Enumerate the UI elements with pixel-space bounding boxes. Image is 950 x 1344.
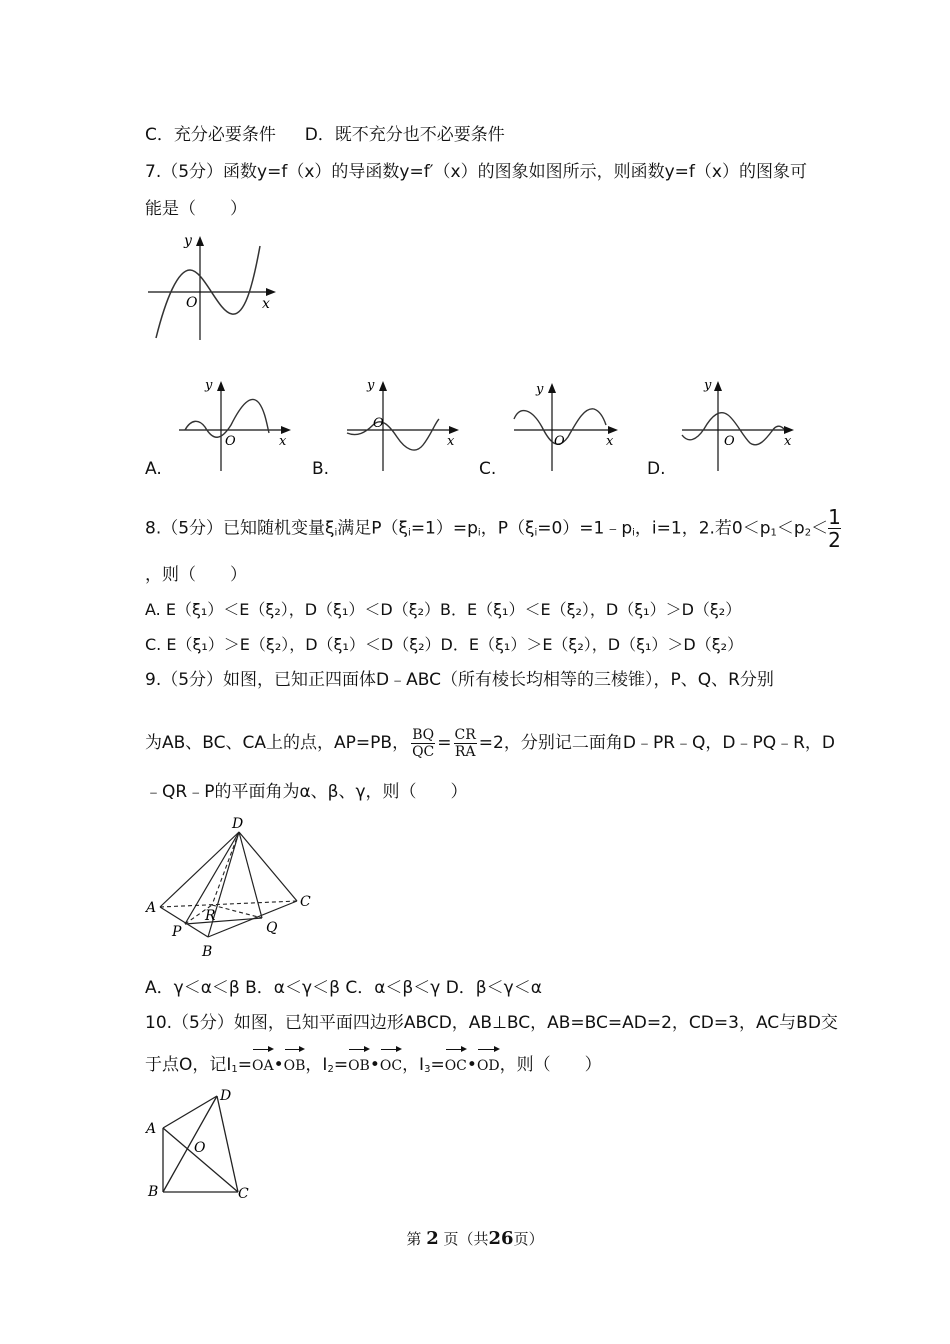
q9-f1-num: BQ: [412, 726, 435, 743]
q9-stem-line3: ﹣QR﹣P的平面角为α、β、γ，则（ ）: [145, 782, 468, 802]
q9-text-b: =2，分别记二面角D﹣PR﹣Q，D﹣PQ﹣R，D: [478, 733, 836, 753]
footer-pre: 第: [406, 1230, 422, 1248]
q8-text-7: ＜p: [776, 518, 805, 539]
q7-stem-line2: 能是（ ）: [145, 199, 247, 219]
q9-fraction-cr-ra: [454, 727, 477, 760]
q8-options-cd: C. E（ξ₁）＞E（ξ₂），D（ξ₁）＜D（ξ₂）D．E（ξ₁）＞E（ξ₂），D（ξ₁）＞D（ξ₂）: [145, 635, 744, 654]
q8-sub-1: 1: [770, 527, 777, 539]
q10-vector-od: OD: [477, 1046, 500, 1080]
q7-stem-line1: 7.（5分）函数y=f（x）的导函数y=f′（x）的图象如图所示，则函数y=f（x）的图象可: [145, 162, 807, 182]
footer-post: 页）: [513, 1230, 544, 1248]
footer-total-pages: 26: [488, 1228, 514, 1249]
q10-stem-line1: 10.（5分）如图，已知平面四边形ABCD，AB⊥BC，AB=BC=AD=2，CD=3，AC与BD交: [145, 1013, 838, 1033]
q10-label-c: C: [238, 1186, 249, 1202]
q7-option-b-label: B.: [312, 459, 330, 479]
q6-options-line: [145, 124, 505, 146]
q8-stem-line2: ，则（ ）: [145, 565, 247, 585]
q10-vector-oc-2: OC: [445, 1046, 467, 1080]
q9-f1-den: QC: [412, 743, 435, 760]
q9-label-r: R: [205, 908, 216, 924]
q7-origin-label: O: [186, 295, 198, 311]
q10-dot-2: •: [369, 1055, 380, 1075]
q8-sub-i-5: i: [632, 527, 635, 539]
q8-sub-i-3: i: [477, 527, 481, 539]
q8-text-8: ＜: [811, 518, 829, 539]
q7d-origin: O: [724, 434, 735, 449]
q10-eq-1: =: [237, 1055, 253, 1075]
q7c-x-label: x: [606, 434, 614, 449]
q8-fraction-half: [828, 506, 841, 551]
q7d-y-label: y: [704, 378, 712, 393]
q10-tail: ，则（ ）: [499, 1055, 602, 1075]
footer-mid: 页（共: [443, 1230, 489, 1248]
q10-sub-1: 1: [231, 1064, 238, 1075]
q10-vector-ob: OB: [284, 1046, 306, 1080]
q9-fraction-bq-qc: [411, 727, 435, 760]
q7-option-c-label: C.: [479, 459, 497, 479]
q7a-y-label: y: [205, 378, 213, 393]
q9-label-a: A: [146, 900, 157, 916]
q7-option-d-graph: [678, 375, 803, 473]
q9-label-p: P: [172, 924, 182, 940]
q10-dot-3: •: [466, 1055, 477, 1075]
q10-vector-oa: OA: [252, 1046, 274, 1080]
footer-page-number: 2: [426, 1228, 439, 1249]
q10-label-d: D: [220, 1088, 232, 1104]
q8-text-3: =1）=p: [410, 518, 478, 539]
q8-frac-den: 2: [828, 528, 841, 552]
q9-text-a: 为AB、BC、CA上的点，AP=PB，: [145, 733, 410, 753]
q10-stem-line2: [145, 1046, 602, 1084]
q6-option-d: D．既不充分也不必要条件: [304, 125, 505, 145]
q7-y-label: y: [184, 233, 192, 249]
q8-options-ab: A. E（ξ₁）＜E（ξ₂），D（ξ₁）＜D（ξ₂）B．E（ξ₁）＜E（ξ₂），D（ξ₁）＞D（ξ₂）: [145, 600, 742, 619]
q7b-origin: O: [373, 416, 384, 431]
q9-eq: =: [437, 733, 452, 753]
q10-dot-1: •: [273, 1055, 284, 1075]
q7b-x-label: x: [447, 434, 455, 449]
q8-sub-i-4: i: [534, 527, 538, 539]
q8-sub-2: 2: [804, 527, 812, 539]
q7a-x-label: x: [279, 434, 287, 449]
q7a-origin: O: [225, 434, 236, 449]
q10-eq-3: =: [430, 1055, 445, 1075]
q7b-y-label: y: [367, 378, 375, 393]
q9-stem-line1: 9.（5分）如图，已知正四面体D﹣ABC（所有棱长均相等的三棱锥），P、Q、R分别: [145, 670, 774, 690]
q7c-origin: O: [554, 434, 565, 449]
q8-text-4: ，P（ξ: [480, 518, 535, 539]
q7-option-a-label: A.: [145, 459, 162, 479]
q9-tetrahedron-figure: [140, 812, 320, 962]
q8-frac-num: 1: [828, 505, 841, 529]
q8-text-2: 满足P（ξ: [337, 518, 409, 539]
q10-vector-ob-2: OB: [348, 1046, 370, 1080]
q7c-y-label: y: [536, 382, 544, 397]
q7-option-c-graph: [510, 375, 635, 473]
q8-sub-i-1: i: [334, 527, 338, 539]
q10-sub-2: 2: [327, 1064, 334, 1075]
q9-stem-line2: [145, 722, 835, 764]
page-footer: [0, 1228, 950, 1249]
q10-sep-2: ，I: [402, 1055, 425, 1075]
q10-label-b: B: [148, 1184, 159, 1200]
q9-label-c: C: [300, 894, 311, 910]
q9-label-d: D: [232, 816, 244, 832]
q10-text-a: 于点O，记I: [145, 1055, 232, 1075]
q8-stem-line1: [145, 506, 841, 556]
q10-label-a: A: [146, 1121, 157, 1137]
q9-f2-num: CR: [454, 726, 476, 743]
q7d-x-label: x: [784, 434, 792, 449]
q7-x-label: x: [262, 296, 270, 312]
q9-f2-den: RA: [454, 743, 476, 760]
q7-derivative-graph: [140, 228, 285, 348]
q10-sep-1: ，I: [305, 1055, 328, 1075]
q9-label-q: Q: [266, 920, 278, 936]
q7-option-d-label: D.: [647, 459, 666, 479]
q10-vector-oc: OC: [380, 1046, 402, 1080]
q6-option-c: C．充分必要条件: [145, 125, 276, 145]
q8-text-6: ，i=1，2.若0＜p: [634, 518, 771, 539]
q9-label-b: B: [202, 944, 213, 960]
q8-text-1: 8.（5分）已知随机变量ξ: [145, 518, 335, 539]
q10-sub-3: 3: [424, 1064, 431, 1075]
q10-label-o: O: [194, 1140, 206, 1156]
q9-options: A．γ＜α＜β B．α＜γ＜β C．α＜β＜γ D．β＜γ＜α: [145, 978, 542, 998]
q8-sub-i-2: i: [408, 527, 411, 539]
q10-eq-2: =: [333, 1055, 349, 1075]
q7-option-a-graph: [175, 375, 300, 473]
q8-text-5: =0）=1﹣p: [537, 518, 633, 539]
q7-option-b-graph: [343, 375, 468, 473]
q10-quadrilateral-figure: [140, 1080, 270, 1205]
